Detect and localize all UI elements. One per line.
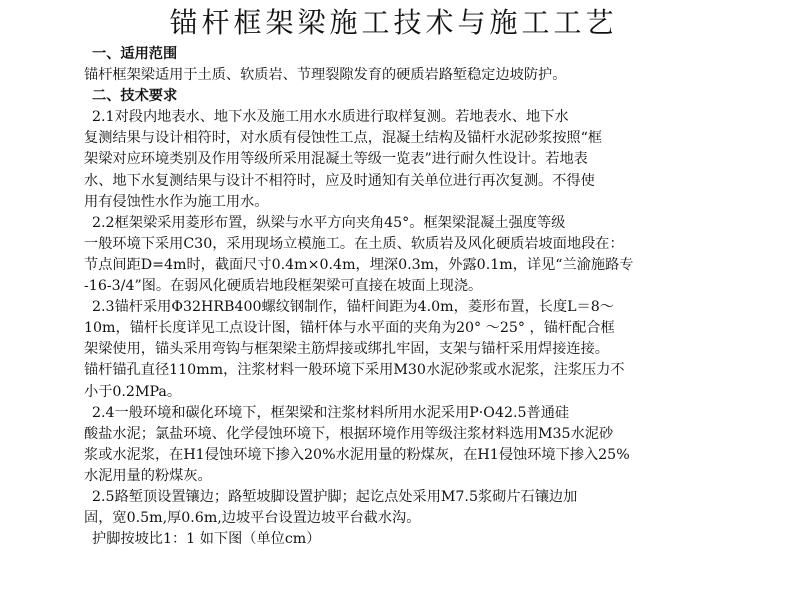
para-line: -16-3/4”图。在弱风化硬质岩地段框架梁可直接在坡面上现浇。: [84, 278, 483, 295]
para-line: 小于0.2MPa。: [84, 383, 182, 400]
para-line: 浆或水泥浆，在H1侵蚀环境下掺入20%水泥用量的粉煤灰，在H1侵蚀环境下掺入25%: [84, 446, 630, 463]
paragraph-2-4: [84, 403, 684, 487]
para-line: 2.4一般环境和碳化环境下，框架梁和注浆材料所用水泥采用P·O42.5普通硅: [92, 404, 570, 421]
section1-text: [84, 65, 684, 86]
section1-line: 锚杆框架梁适用于土质、软质岩、节理裂隙发育的硬质岩路堑稳定边坡防护。: [84, 67, 567, 84]
document-body: [84, 44, 684, 550]
paragraph-2-3: [84, 297, 684, 402]
para-line: 水泥用量的粉煤灰。: [84, 467, 212, 484]
para-line: 用有侵蚀性水作为施工用水。: [84, 193, 269, 210]
document-title: 锚杆框架梁施工技术与施工工艺: [169, 6, 618, 39]
para-line: 水、地下水复测结果与设计不相符时，应及时通知有关单位进行再次复测。不得使: [84, 172, 595, 189]
paragraph-2-6: [84, 529, 684, 550]
para-line: 2.1对段内地表水、地下水及施工用水水质进行取样复测。若地表水、地下水: [92, 109, 569, 126]
para-line: 护脚按坡比1：1 如下图（单位cm）: [92, 531, 321, 548]
paragraph-2-2: [84, 213, 684, 297]
para-line: 2.3锚杆采用Φ32HRB400螺纹钢制作，锚杆间距为4.0m，菱形布置，长度L＝8～: [92, 299, 614, 316]
para-line: 10m，锚杆长度详见工点设计图，锚杆体与水平面的夹角为20° ～25° ，锚杆配合框: [84, 320, 615, 337]
para-line: 锚杆锚孔直径110mm，注浆材料一般环境下采用M30水泥砂浆或水泥浆，注浆压力不: [84, 362, 625, 379]
paragraph-2-1: [84, 107, 684, 212]
para-line: 酸盐水泥；氯盐环境、化学侵蚀环境下，根据环境作用等级注浆材料选用M35水泥砂: [84, 425, 614, 442]
para-line: 2.2框架梁采用菱形布置，纵梁与水平方向夹角45°。框架梁混凝土强度等级: [92, 214, 566, 231]
para-line: 节点间距D=4m时，截面尺寸0.4m×0.4m，埋深0.3m，外露0.1m，详见“兰渝施路专: [84, 256, 634, 273]
para-line: 架梁对应环境类别及作用等级所采用混凝土等级一览表”进行耐久性设计。若地表: [84, 151, 588, 168]
para-line: 固，宽0.5m,厚0.6m,边坡平台设置边坡平台截水沟。: [84, 510, 421, 527]
para-line: 复测结果与设计相符时，对水质有侵蚀性工点，混凝土结构及锚杆水泥砂浆按照“框: [84, 130, 603, 147]
section1-heading: 一、适用范围: [92, 46, 178, 62]
section2-heading: 二、技术要求: [92, 88, 178, 105]
paragraph-2-5: [84, 487, 684, 529]
para-line: 一般环境下采用C30，采用现场立模施工。在土质、软质岩及风化硬质岩坡面地段在：: [84, 235, 624, 252]
para-line: 架梁使用，锚头采用弯钩与框架梁主筋焊接或绑扎牢固，支架与锚杆采用焊接连接。: [84, 341, 609, 358]
para-line: 2.5路堑顶设置镶边；路堑坡脚设置护脚；起讫点处采用M7.5浆砌片石镶边加: [92, 488, 578, 505]
